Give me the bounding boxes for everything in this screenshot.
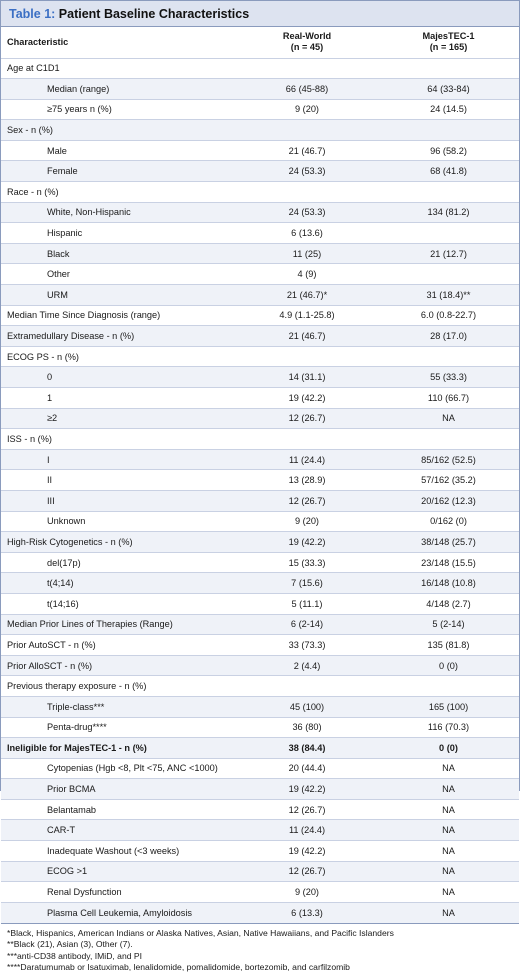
majestec-value: 4/148 (2.7) [378,593,519,614]
table-row [1,738,519,759]
real-world-value: 12 (26.7) [236,490,378,511]
footnote: **Black (21), Asian (3), Other (7). [7,939,133,950]
table-row [1,285,519,306]
real-world-value [236,120,378,141]
header-majestec-title: MajesTEC-1 [422,30,475,41]
row-label: White, Non-Hispanic [1,202,236,223]
real-world-value: 21 (46.7) [236,140,378,161]
table-row [1,779,519,800]
majestec-value: 0/162 (0) [378,511,519,532]
row-label: t(14;16) [1,593,236,614]
real-world-value: 38 (84.4) [236,738,378,759]
row-label: URM [1,285,236,306]
table-row [1,573,519,594]
row-label: Age at C1D1 [1,58,236,79]
real-world-value: 19 (42.2) [236,779,378,800]
table-row [1,614,519,635]
majestec-value: 55 (33.3) [378,367,519,388]
real-world-value: 21 (46.7) [236,326,378,347]
real-world-value: 9 (20) [236,511,378,532]
table-row [1,408,519,429]
majestec-value: 20/162 (12.3) [378,490,519,511]
majestec-value: 16/148 (10.8) [378,573,519,594]
table-row [1,429,519,450]
table-row [1,532,519,553]
row-label: del(17p) [1,552,236,573]
majestec-value: 68 (41.8) [378,161,519,182]
footnotes [1,923,519,974]
real-world-value: 45 (100) [236,696,378,717]
table-row [1,120,519,141]
table-row [1,326,519,347]
footnote: *Black, Hispanics, American Indians or Alaska Natives, Asian, Native Hawaiians, and Pacific Islanders [7,927,394,938]
real-world-value: 2 (4.4) [236,655,378,676]
row-label: Prior AlloSCT - n (%) [1,655,236,676]
majestec-value: 57/162 (35.2) [378,470,519,491]
table-row [1,593,519,614]
majestec-value [378,346,519,367]
majestec-value [378,676,519,697]
table-row [1,490,519,511]
real-world-value: 33 (73.3) [236,635,378,656]
real-world-value: 9 (20) [236,99,378,120]
row-label: Cytopenias (Hgb <8, Plt <75, ANC <1000) [1,758,236,779]
table-row [1,655,519,676]
majestec-value: NA [378,758,519,779]
row-label: Unknown [1,511,236,532]
baseline-characteristics-table [1,27,519,923]
row-label: High-Risk Cytogenetics - n (%) [1,532,236,553]
majestec-value: NA [378,882,519,903]
real-world-value: 5 (11.1) [236,593,378,614]
real-world-value: 4 (9) [236,264,378,285]
real-world-value: 11 (24.4) [236,820,378,841]
real-world-value: 14 (31.1) [236,367,378,388]
majestec-value [378,58,519,79]
header-characteristic: Characteristic [7,37,69,48]
row-label: Prior AutoSCT - n (%) [1,635,236,656]
table-row [1,161,519,182]
row-label: Black [1,243,236,264]
majestec-value [378,223,519,244]
table-title [1,1,519,27]
table-row [1,182,519,203]
majestec-value [378,182,519,203]
real-world-value: 24 (53.3) [236,161,378,182]
table-row [1,758,519,779]
majestec-value: 134 (81.2) [378,202,519,223]
real-world-value: 20 (44.4) [236,758,378,779]
real-world-value: 19 (42.2) [236,532,378,553]
real-world-value: 9 (20) [236,882,378,903]
real-world-value: 6 (13.6) [236,223,378,244]
header-row [1,27,519,58]
row-label: Median (range) [1,79,236,100]
table-row [1,367,519,388]
real-world-value: 12 (26.7) [236,861,378,882]
real-world-value: 21 (46.7)* [236,285,378,306]
majestec-value: 85/162 (52.5) [378,449,519,470]
real-world-value: 6 (13.3) [236,902,378,923]
real-world-value [236,346,378,367]
real-world-value: 12 (26.7) [236,408,378,429]
majestec-value: 5 (2-14) [378,614,519,635]
table-row [1,243,519,264]
table-row [1,676,519,697]
row-label: ≥75 years n (%) [1,99,236,120]
table-row [1,305,519,326]
table-row [1,388,519,409]
table-row [1,470,519,491]
footnote: ****Daratumumab or Isatuximab, lenalidomide, pomalidomide, bortezomib, and carfilzomib [7,962,350,973]
row-label: Renal Dysfunction [1,882,236,903]
table-row [1,717,519,738]
real-world-value: 4.9 (1.1-25.8) [236,305,378,326]
real-world-value: 6 (2-14) [236,614,378,635]
majestec-value: NA [378,799,519,820]
table-row [1,635,519,656]
row-label: I [1,449,236,470]
table-row [1,841,519,862]
table-body [1,58,519,923]
majestec-value [378,264,519,285]
table-row [1,820,519,841]
real-world-value: 24 (53.3) [236,202,378,223]
row-label: Median Time Since Diagnosis (range) [1,305,236,326]
header-real-world [236,27,378,58]
real-world-value: 13 (28.9) [236,470,378,491]
row-label: ≥2 [1,408,236,429]
row-label: ISS - n (%) [1,429,236,450]
majestec-value: 21 (12.7) [378,243,519,264]
row-label: Previous therapy exposure - n (%) [1,676,236,697]
table-row [1,264,519,285]
majestec-value: 0 (0) [378,655,519,676]
majestec-value: 96 (58.2) [378,140,519,161]
real-world-value: 7 (15.6) [236,573,378,594]
majestec-value: 135 (81.8) [378,635,519,656]
row-label: Prior BCMA [1,779,236,800]
table-row [1,882,519,903]
table-number: Table 1: [9,6,56,21]
real-world-value: 11 (25) [236,243,378,264]
majestec-value: NA [378,408,519,429]
table-row [1,346,519,367]
majestec-value: 28 (17.0) [378,326,519,347]
table-row [1,799,519,820]
row-label: Race - n (%) [1,182,236,203]
row-label: Other [1,264,236,285]
row-label: ECOG >1 [1,861,236,882]
majestec-value: 110 (66.7) [378,388,519,409]
header-real-world-title: Real-World [282,30,332,41]
row-label: Hispanic [1,223,236,244]
row-label: t(4;14) [1,573,236,594]
table-row [1,449,519,470]
header-majestec-n: (n = 165) [429,42,468,53]
real-world-value: 12 (26.7) [236,799,378,820]
row-label: 1 [1,388,236,409]
row-label: Median Prior Lines of Therapies (Range) [1,614,236,635]
footnote: ***anti-CD38 antibody, IMiD, and PI [7,950,143,961]
majestec-value: 31 (18.4)** [378,285,519,306]
table-row [1,696,519,717]
row-label: Female [1,161,236,182]
majestec-value: 23/148 (15.5) [378,552,519,573]
row-label: Male [1,140,236,161]
real-world-value: 11 (24.4) [236,449,378,470]
majestec-value: 64 (33-84) [378,79,519,100]
row-label: Triple-class*** [1,696,236,717]
row-label: Inadequate Washout (<3 weeks) [1,841,236,862]
majestec-value: NA [378,861,519,882]
row-label: ECOG PS - n (%) [1,346,236,367]
majestec-value: 165 (100) [378,696,519,717]
row-label: Extramedullary Disease - n (%) [1,326,236,347]
majestec-value [378,429,519,450]
row-label: CAR-T [1,820,236,841]
table-row [1,79,519,100]
real-world-value: 36 (80) [236,717,378,738]
table-row [1,202,519,223]
real-world-value: 15 (33.3) [236,552,378,573]
row-label: Penta-drug**** [1,717,236,738]
table-row [1,902,519,923]
table-row [1,99,519,120]
majestec-value: NA [378,820,519,841]
real-world-value [236,182,378,203]
table-title-text: Patient Baseline Characteristics [58,6,250,21]
majestec-value: 116 (70.3) [378,717,519,738]
table-row [1,861,519,882]
table-row [1,58,519,79]
row-label: III [1,490,236,511]
real-world-value: 19 (42.2) [236,388,378,409]
majestec-value: NA [378,779,519,800]
majestec-value: 6.0 (0.8-22.7) [378,305,519,326]
majestec-value: 24 (14.5) [378,99,519,120]
real-world-value [236,676,378,697]
row-label: Sex - n (%) [1,120,236,141]
real-world-value [236,429,378,450]
majestec-value: 0 (0) [378,738,519,759]
row-label: II [1,470,236,491]
majestec-value [378,120,519,141]
header-majestec [378,27,519,58]
table-row [1,552,519,573]
real-world-value: 66 (45-88) [236,79,378,100]
row-label: Ineligible for MajesTEC-1 - n (%) [1,738,236,759]
majestec-value: NA [378,841,519,862]
table-row [1,511,519,532]
row-label: Plasma Cell Leukemia, Amyloidosis [1,902,236,923]
real-world-value [236,58,378,79]
majestec-value: 38/148 (25.7) [378,532,519,553]
table-row [1,140,519,161]
majestec-value: NA [378,902,519,923]
row-label: 0 [1,367,236,388]
header-real-world-n: (n = 45) [290,42,324,53]
row-label: Belantamab [1,799,236,820]
table-row [1,223,519,244]
real-world-value: 19 (42.2) [236,841,378,862]
